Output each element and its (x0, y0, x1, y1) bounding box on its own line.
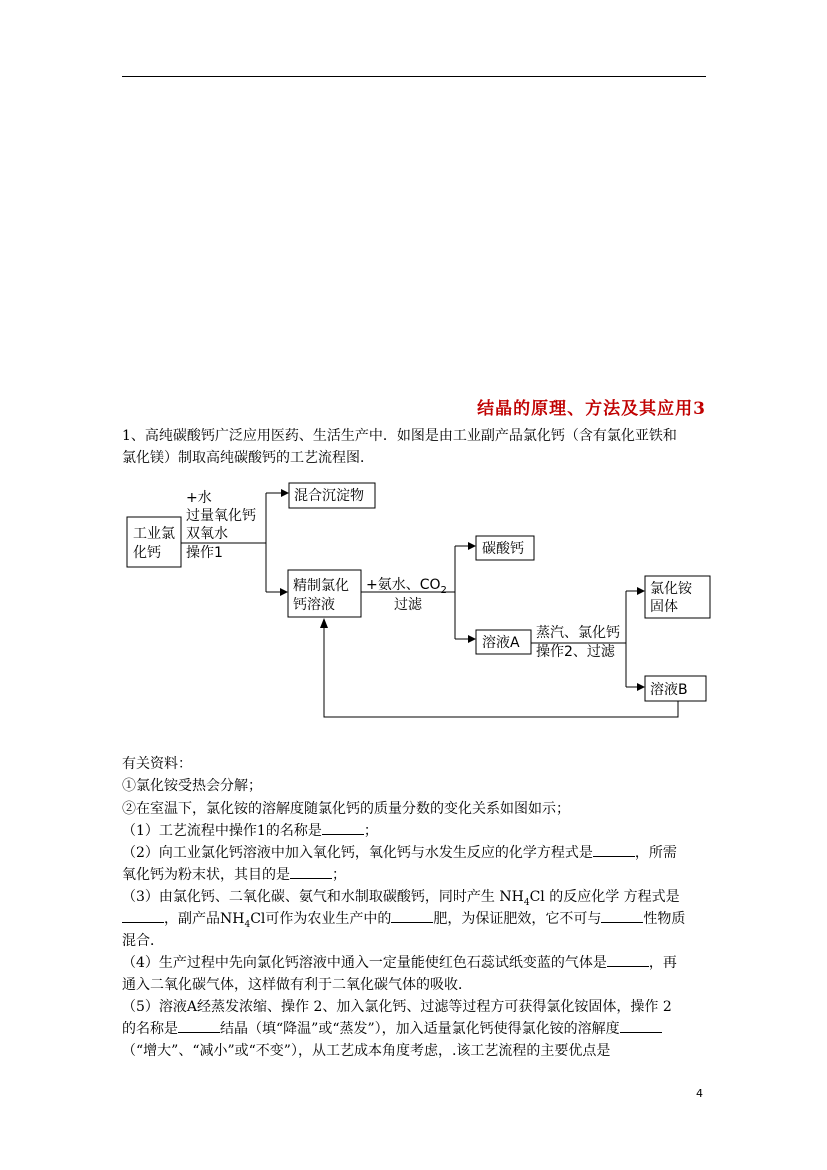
box-solution-b-label: 溶液B (650, 682, 688, 698)
question-5-line-1: （5）溶液A经蒸发浓缩、操作 2、加入氯化钙、过滤等过程方可获得氯化铵固体，操作 2 (122, 999, 672, 1015)
answer-blank[interactable] (601, 908, 643, 923)
question-2-line-2 (122, 864, 346, 884)
q3-text-6: 性物质 (643, 911, 686, 927)
q3-text-3: ，副产品NH (164, 911, 245, 927)
question-intro-line-1: 1、高纯碳酸钙广泛应用医药、生活生产中．如图是由工业副产品氯化钙（含有氯化亚铁和 (122, 428, 677, 444)
q2-text: （2）向工业氯化钙溶液中加入氧化钙，氧化钙与水发生反应的化学方程式是 (122, 845, 593, 861)
box-refined-label-2: 钙溶液 (293, 597, 335, 613)
q2-end: ； (332, 867, 346, 883)
answer-blank[interactable] (322, 820, 364, 835)
recycle-arrowhead (320, 618, 328, 628)
box-solution-a-label: 溶液A (482, 635, 520, 651)
answer-blank[interactable] (290, 864, 332, 879)
step-ammonia-co2-text: +氨水、CO (366, 577, 441, 593)
answer-blank[interactable] (607, 952, 649, 967)
question-5-line-2 (122, 1018, 662, 1038)
q4-text: （4）生产过程中先向氯化钙溶液中通入一定量能使红色石蕊试纸变蓝的气体是 (122, 955, 607, 971)
box-raw-label-2: 化钙 (133, 545, 161, 561)
info-heading: 有关资料： (122, 756, 192, 772)
reagent-operation-1: 操作1 (186, 545, 223, 561)
step-steam-cacl2: 蒸汽、氯化钙 (536, 625, 620, 641)
answer-blank[interactable] (178, 1018, 220, 1033)
reagent-peroxide: 双氧水 (186, 526, 228, 542)
box-refined-label-1: 精制氯化 (293, 578, 349, 594)
q5-text-2: 结晶（填“降温”或“蒸发”），加入适量氯化钙使得氯化铵的溶解度 (220, 1021, 620, 1037)
info-item-2: ②在室温下，氯化铵的溶解度随氯化钙的质量分数的变化关系如图如示； (122, 801, 570, 817)
q5-text: 的名称是 (122, 1021, 178, 1037)
question-3-line-1 (122, 886, 680, 908)
step-operation-2: 操作2、过滤 (536, 644, 615, 660)
q3-text-5: 肥，为保证肥效，它不可与 (433, 911, 602, 927)
question-2-line-1 (122, 842, 677, 862)
info-item-1: ①氯化铵受热会分解； (122, 778, 262, 794)
step-filter: 过滤 (394, 597, 422, 613)
page-number: 4 (696, 1087, 703, 1100)
answer-blank[interactable] (593, 842, 635, 857)
question-1 (122, 820, 378, 840)
q2-text-3: 氧化钙为粉末状，其目的是 (122, 867, 290, 883)
step-co2-subscript: 2 (440, 585, 447, 596)
box-carbonate-label: 碳酸钙 (482, 541, 524, 557)
reagent-water: +水 (186, 490, 212, 506)
q3-text: （3）由氯化钙、二氧化碳、氨气和水制取碳酸钙，同时产生 NH (122, 889, 524, 905)
q3-subscript-2: 4 (244, 919, 251, 930)
q3-text-2: Cl 的反应化学 方程式是 (529, 889, 680, 905)
box-precipitate-label: 混合沉淀物 (294, 488, 364, 504)
q1-end: ； (363, 823, 378, 839)
answer-blank[interactable] (122, 908, 164, 923)
question-5-line-3: （“增大”、“减小”或“不变”），从工艺成本角度考虑，.该工艺流程的主要优点是 (122, 1043, 611, 1059)
question-intro-line-2: 氯化镁）制取高纯碳酸钙的工艺流程图． (122, 450, 374, 466)
page-title: 结晶的原理、方法及其应用3 (477, 399, 706, 419)
q2-text-2: ，所需 (634, 845, 677, 861)
question-4-line-2: 通入二氧化碳气体，这样做有利于二氧化碳气体的吸收． (122, 977, 472, 993)
step-ammonia-co2 (366, 576, 447, 596)
reagent-calcium-oxide: 过量氧化钙 (186, 508, 256, 524)
box-nh4cl-label-1: 氯化铵 (650, 581, 692, 597)
question-4-line-1 (122, 952, 677, 972)
question-3-line-2 (122, 908, 685, 930)
q3-text-4: Cl可作为农业生产中的 (250, 911, 392, 927)
box-nh4cl-label-2: 固体 (650, 599, 678, 615)
box-raw-label-1: 工业氯 (133, 526, 175, 542)
answer-blank[interactable] (391, 908, 433, 923)
q4-text-2: ，再 (648, 955, 677, 971)
q3-subscript: 4 (523, 897, 530, 908)
question-3-line-3: 混合． (122, 933, 164, 949)
recycle-line (324, 619, 678, 717)
answer-blank[interactable] (620, 1018, 662, 1033)
q1-text: （1）工艺流程中操作1的名称是 (122, 823, 322, 839)
